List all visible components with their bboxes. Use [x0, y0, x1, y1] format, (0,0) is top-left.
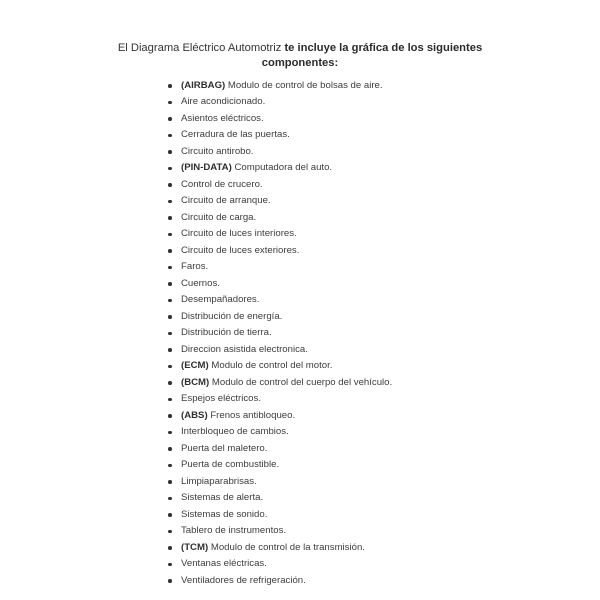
list-item: [168, 358, 392, 375]
component-text: Modulo de control del cuerpo del vehículo.: [209, 376, 393, 388]
component-code: (BCM): [181, 376, 210, 388]
bullet-icon: [168, 431, 172, 435]
component-text: Limpiaparabrisas.: [181, 475, 257, 487]
component-text: Circuito antirobo.: [181, 145, 254, 157]
component-text: Faros.: [181, 261, 209, 272]
component-text: Distribución de energía.: [181, 310, 283, 322]
bullet-icon: [168, 530, 172, 534]
bullet-icon: [168, 150, 172, 154]
list-item: [168, 507, 392, 524]
bullet-icon: [168, 134, 172, 138]
bullet-icon: [168, 266, 172, 270]
bullet-icon: [168, 233, 172, 237]
bullet-icon: [168, 513, 172, 517]
component-text: Tablero de instrumentos.: [181, 525, 287, 536]
component-text: Circuito de arranque.: [181, 195, 271, 206]
component-code: (ECM): [181, 360, 209, 371]
list-item: [168, 424, 392, 441]
list-item: [168, 375, 392, 392]
list-item: [168, 210, 392, 227]
component-text: Control de crucero.: [181, 178, 263, 190]
intro-heading: [0, 41, 600, 71]
component-list: [168, 78, 392, 590]
bullet-icon: [168, 365, 172, 369]
bullet-icon: [168, 464, 172, 468]
list-item: [168, 556, 392, 573]
heading-normal-text: El Diagrama Eléctrico Automotriz: [117, 42, 285, 54]
bullet-icon: [168, 200, 172, 204]
list-item: [168, 78, 392, 95]
bullet-icon: [168, 398, 172, 402]
bullet-icon: [168, 414, 172, 418]
heading-bold-text-line2: componentes:: [261, 57, 339, 69]
component-text: Espejos eléctricos.: [181, 393, 261, 404]
list-item: [168, 243, 392, 260]
list-item: [168, 94, 392, 111]
list-item: [168, 309, 392, 326]
bullet-icon: [168, 497, 172, 501]
list-item: [168, 160, 392, 177]
component-text: Circuito de luces interiores.: [181, 228, 297, 239]
list-item: [168, 177, 392, 194]
bullet-icon: [168, 332, 172, 336]
list-item: [168, 408, 392, 425]
bullet-icon: [168, 315, 172, 319]
list-item: [168, 391, 392, 408]
list-item: [168, 276, 392, 293]
list-item: [168, 441, 392, 458]
list-item: [168, 259, 392, 276]
component-text: Ventiladores de refrigeración.: [181, 574, 306, 586]
component-text: Modulo de control del motor.: [208, 360, 333, 371]
list-item: [168, 342, 392, 359]
bullet-icon: [168, 299, 172, 303]
bullet-icon: [168, 249, 172, 253]
component-text: Puerta del maletero.: [181, 442, 268, 454]
component-text: Puerta de combustible.: [181, 459, 280, 470]
bullet-icon: [168, 183, 172, 187]
bullet-icon: [168, 84, 172, 88]
list-item: [168, 325, 392, 342]
list-item: [168, 127, 392, 144]
component-text: Cerradura de las puertas.: [181, 129, 290, 140]
component-text: Sistemas de sonido.: [181, 508, 268, 520]
bullet-icon: [168, 216, 172, 220]
bullet-icon: [168, 117, 172, 121]
list-item: [168, 193, 392, 210]
bullet-icon: [168, 546, 172, 550]
component-text: Sistemas de alerta.: [181, 492, 264, 503]
component-text: Direccion asistida electronica.: [181, 343, 308, 355]
list-item: [168, 573, 392, 590]
component-text: Desempañadores.: [181, 294, 260, 305]
component-text: Cuernos.: [181, 277, 220, 289]
component-text: Asientos eléctricos.: [181, 112, 264, 124]
component-code: (PIN-DATA): [181, 162, 232, 173]
component-text: Aire acondicionado.: [181, 96, 266, 107]
component-code: (AIRBAG): [181, 79, 226, 91]
component-text: Frenos antibloqueo.: [207, 409, 296, 421]
component-text: Computadora del auto.: [231, 162, 333, 173]
bullet-icon: [168, 167, 172, 171]
list-item: [168, 523, 392, 540]
list-item: [168, 457, 392, 474]
component-code: (TCM): [181, 541, 209, 553]
list-item: [168, 490, 392, 507]
component-text: Modulo de control de la transmisión.: [208, 541, 365, 553]
component-text: Modulo de control de bolsas de aire.: [225, 79, 383, 91]
heading-bold-text-line1: te incluye la gráfica de los siguientes: [284, 42, 483, 54]
bullet-icon: [168, 447, 172, 451]
bullet-icon: [168, 563, 172, 567]
list-item: [168, 111, 392, 128]
bullet-icon: [168, 101, 172, 105]
list-item: [168, 474, 392, 491]
bullet-icon: [168, 579, 172, 583]
bullet-icon: [168, 282, 172, 286]
list-item: [168, 292, 392, 309]
list-item: [168, 540, 392, 557]
component-code: (ABS): [181, 409, 208, 421]
component-text: Interbloqueo de cambios.: [181, 426, 289, 437]
bullet-icon: [168, 381, 172, 385]
component-text: Ventanas eléctricas.: [181, 558, 267, 569]
component-text: Distribución de tierra.: [181, 327, 272, 338]
list-item: [168, 226, 392, 243]
list-item: [168, 144, 392, 161]
component-text: Circuito de carga.: [181, 211, 257, 223]
component-text: Circuito de luces exteriores.: [181, 244, 300, 256]
bullet-icon: [168, 480, 172, 484]
bullet-icon: [168, 348, 172, 352]
